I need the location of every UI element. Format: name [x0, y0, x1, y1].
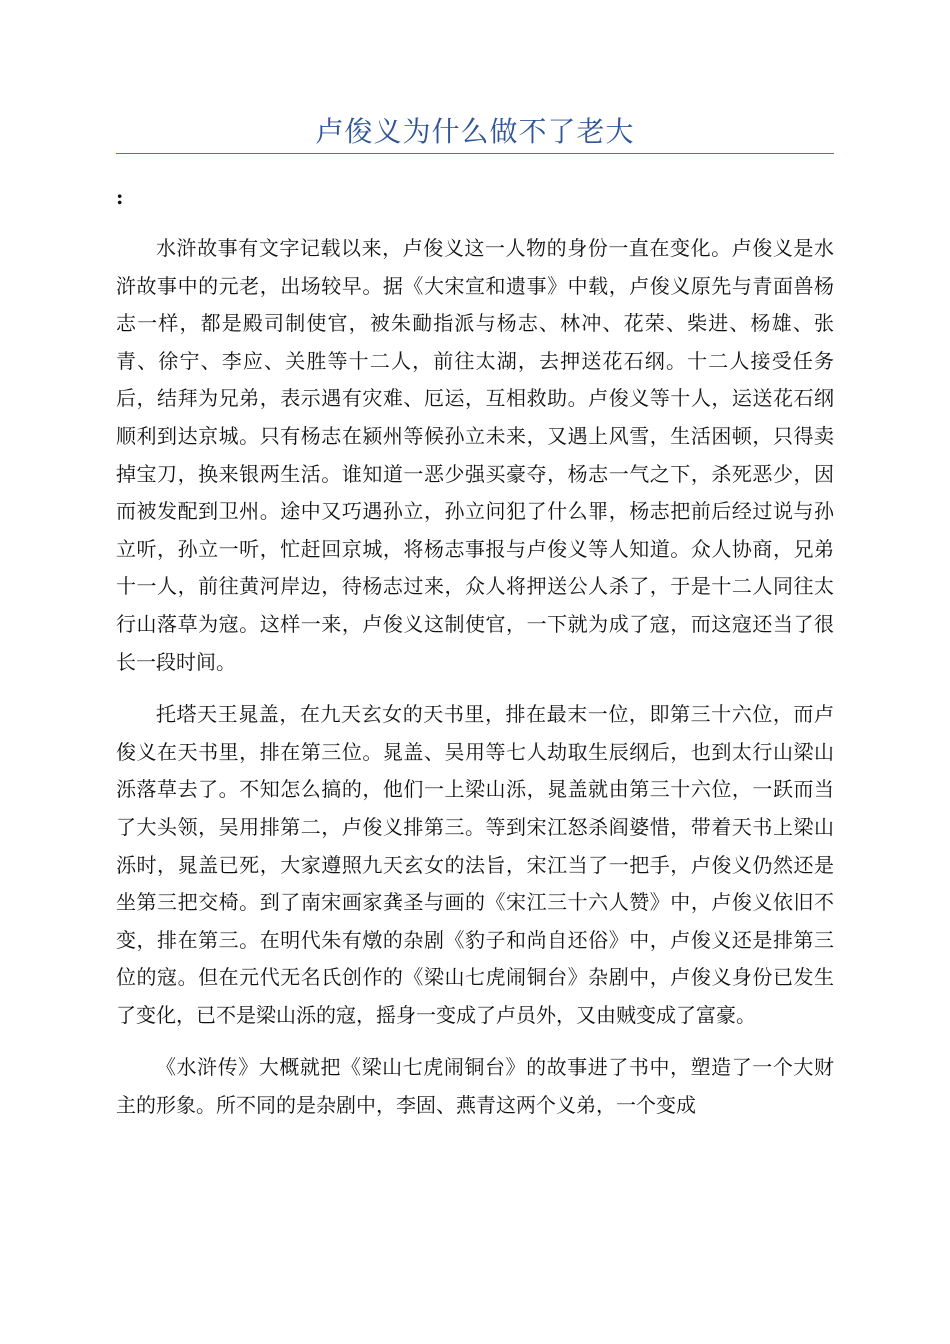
paragraph-3: 《水浒传》大概就把《梁山七虎闹铜台》的故事进了书中，塑造了一个大财主的形象。所不同的是杂剧中，李固、燕青这两个义弟，一个变成: [116, 1055, 834, 1118]
title-underline: [116, 153, 834, 154]
paragraph-2: 托塔天王晁盖，在九天玄女的天书里，排在最末一位，即第三十六位，而卢俊义在天书里，排在第三位。晁盖、吴用等七人劫取生辰纲后，也到太行山梁山泺落草去了。不知怎么搞的，他们一上梁山泺，晁盖就由第三十六位，一跃而当了大头领，吴用排第二，卢俊义排第三。等到宋江怒杀阎婆惜，带着天书上梁山泺时，晁盖已死，大家遵照九天玄女的法旨，宋江当了一把手，卢俊义仍然还是坐第三把交椅。到了南宋画家龚圣与画的《宋江三十六人赞》中，卢俊义依旧不变，排在第三。在明代朱有燉的杂剧《豹子和尚自还俗》中，卢俊义还是排第三位的寇。但在元代无名氏创作的《梁山七虎闹铜台》杂剧中，卢俊义身份已发生了变化，已不是梁山泺的寇，摇身一变成了卢员外，又由贼变成了富豪。: [116, 702, 834, 1027]
paragraph-1: 水浒故事有文字记载以来，卢俊义这一人物的身份一直在变化。卢俊义是水浒故事中的元老，出场较早。据《大宋宣和遗事》中载，卢俊义原先与青面兽杨志一样，都是殿司制使官，被朱勔指派与杨志、林冲、花荣、柴进、杨雄、张青、徐宁、李应、关胜等十二人，前往太湖，去押送花石纲。十二人接受任务后，结拜为兄弟，表示遇有灾难、厄运，互相救助。卢俊义等十人，运送花石纲顺利到达京城。只有杨志在颍州等候孙立未来，又遇上风雪，生活困顿，只得卖掉宝刀，换来银两生活。谁知道一恶少强买豪夺，杨志一气之下，杀死恶少，因而被发配到卫州。途中又巧遇孙立，孙立问犯了什么罪，杨志把前后经过说与孙立听，孙立一听，忙赶回京城，将杨志事报与卢俊义等人知道。众人协商，兄弟十一人，前往黄河岸边，待杨志过来，众人将押送公人杀了，于是十二人同往太行山落草为寇。这样一来，卢俊义这制使官，一下就为成了寇，而这寇还当了很长一段时间。: [116, 236, 834, 674]
document-body: [116, 230, 834, 1140]
document-title: 卢俊义为什么做不了老大: [315, 115, 635, 148]
subtitle-colon: :: [116, 185, 124, 209]
